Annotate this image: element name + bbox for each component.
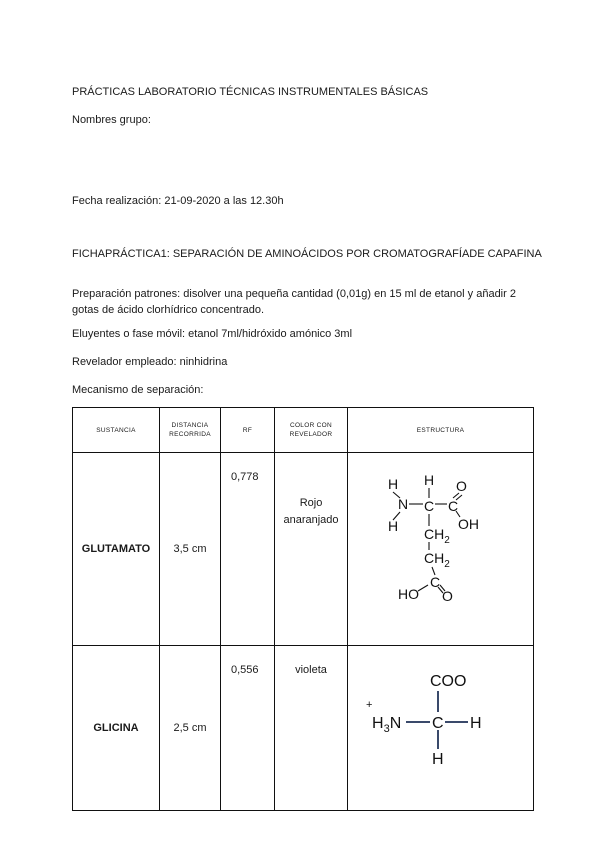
practice-title: FICHAPRÁCTICA1: SEPARACIÓN DE AMINOÁCIDOS POR CROMATOGRAFÍADE CAPAFINA [72, 248, 542, 260]
table-header-row [73, 408, 534, 453]
table-row [73, 646, 534, 811]
atom-h3n: $H_3N$ [372, 715, 402, 735]
header-structure: ESTRUCTURA [348, 408, 534, 453]
glutamate-structure [348, 453, 534, 646]
rf-value: 0,778 [221, 453, 275, 646]
atom-ch2-second: $CH_2$ [424, 550, 450, 570]
atom-c-center: C [432, 715, 444, 732]
atom-charge-plus: + [366, 699, 373, 711]
atom-h-top: H [424, 472, 435, 488]
atom-o-side: O [442, 588, 453, 603]
header-distance: DISTANCIA RECORRIDA [160, 408, 221, 453]
distance-value: 3,5 cm [160, 453, 221, 646]
glycine-structure [348, 646, 534, 811]
header-color: COLOR CON REVELADOR [275, 408, 348, 453]
table-row [73, 453, 534, 646]
results-table [72, 407, 534, 811]
document-title: PRÁCTICAS LABORATORIO TÉCNICAS INSTRUMENTALES BÁSICAS [72, 86, 429, 98]
color-value: Rojo anaranjado [275, 453, 348, 646]
atom-h-bottom-left: H [388, 518, 399, 534]
atom-ch2-first: $CH_2$ [424, 526, 450, 546]
atom-coo: COO [430, 673, 467, 690]
header-substance: SUSTANCIA [73, 408, 160, 453]
atom-o-top: O [456, 478, 467, 494]
header-rf: RF [221, 408, 275, 453]
atom-c-alpha: C [424, 498, 435, 514]
atom-c-carboxyl: C [448, 498, 459, 514]
eluent-text: Eluyentes o fase móvil: etanol 7ml/hidróxido amónico 3ml [72, 328, 353, 340]
atom-h-bottom: H [432, 751, 444, 768]
atom-h-top-left: H [388, 476, 399, 492]
substance-name: GLICINA [73, 646, 160, 811]
distance-value: 2,5 cm [160, 646, 221, 811]
atom-h-right: H [470, 715, 482, 732]
preparation-text: Preparación patrones: disolver una pequeña cantidad (0,01g) en 15 ml de etanol y añadir 2 gotas de ácido clorhídrico concentrado. [72, 288, 516, 316]
atom-n: N [398, 496, 409, 512]
substance-name: GLUTAMATO [73, 453, 160, 646]
mechanism-label: Mecanismo de separación: [72, 384, 204, 396]
glycine-structure-drawing [348, 646, 533, 792]
atom-oh: OH [458, 516, 479, 532]
group-names-label: Nombres grupo: [72, 114, 151, 126]
glutamate-structure-drawing [348, 453, 533, 603]
revealer-text: Revelador empleado: ninhidrina [72, 356, 228, 368]
date-line: Fecha realización: 21-09-2020 a las 12.30h [72, 195, 284, 207]
atom-c-side: C [430, 574, 441, 590]
color-value: violeta [275, 646, 348, 811]
rf-value: 0,556 [221, 646, 275, 811]
atom-ho: HO [398, 586, 419, 602]
